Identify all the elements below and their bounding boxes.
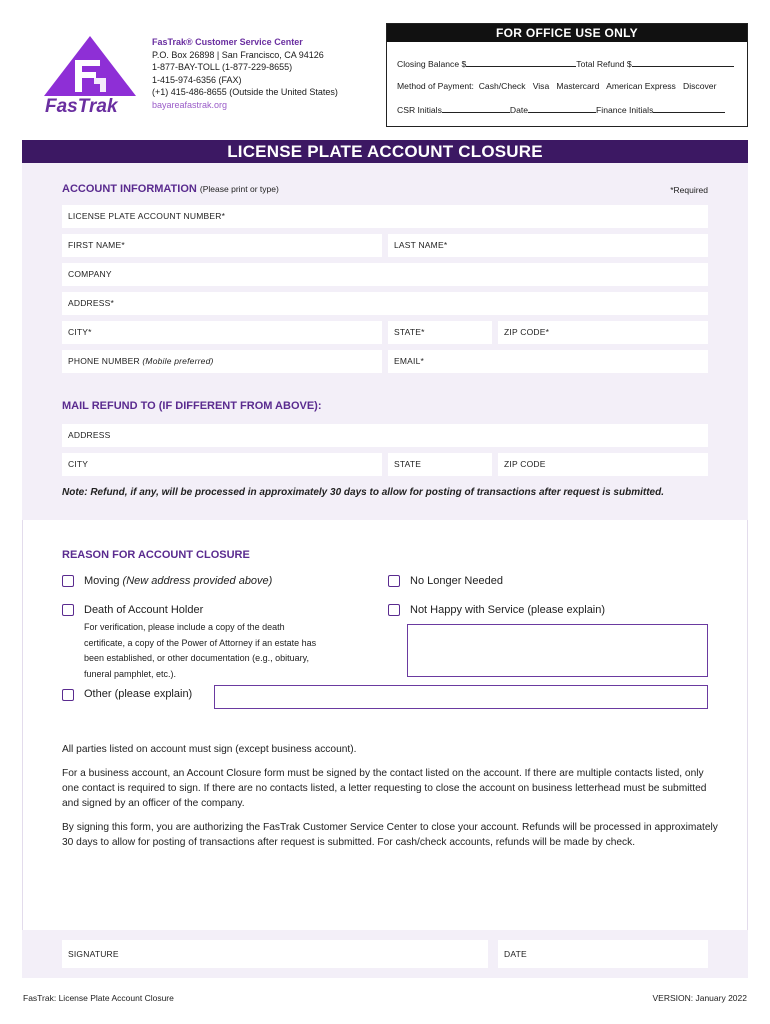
signature-panel <box>22 930 748 978</box>
csr-line[interactable] <box>442 104 510 113</box>
mail-address-field[interactable]: ADDRESS <box>62 424 708 447</box>
total-refund-line[interactable] <box>632 58 734 67</box>
mail-refund-heading: MAIL REFUND TO (IF DIFFERENT FROM ABOVE): <box>62 400 322 412</box>
org-toll: 1-877-BAY-TOLL (1-877-229-8655) <box>152 62 293 73</box>
footer-title: FasTrak: License Plate Account Closure <box>23 993 174 1003</box>
reason-heading: REASON FOR ACCOUNT CLOSURE <box>62 549 250 561</box>
other-checkbox[interactable] <box>62 689 74 701</box>
death-note-line-2: certificate, a copy of the Power of Attorney if an estate has <box>84 637 317 648</box>
death-verification-note <box>84 620 384 682</box>
account-panel <box>22 163 748 520</box>
death-checkbox[interactable] <box>62 604 74 616</box>
phone-label: PHONE NUMBER <box>68 356 140 366</box>
office-date-line[interactable] <box>528 104 596 113</box>
phone-hint: (Mobile preferred) <box>142 356 214 366</box>
not-happy-checkbox[interactable] <box>388 604 400 616</box>
mail-state-field[interactable]: STATE <box>388 453 492 476</box>
moving-label <box>84 575 272 587</box>
city-field[interactable]: CITY* <box>62 321 382 344</box>
company-field[interactable]: COMPANY <box>62 263 708 286</box>
footer-version: VERSION: January 2022 <box>652 993 747 1003</box>
death-label: Death of Account Holder <box>84 604 204 616</box>
first-name-field[interactable]: FIRST NAME* <box>62 234 382 257</box>
last-name-field[interactable]: LAST NAME* <box>388 234 708 257</box>
moving-text: Moving <box>84 575 120 587</box>
death-note-line-3: been established, or other documentation (e.g., obituary, <box>84 653 309 664</box>
closing-balance-line[interactable] <box>466 58 576 67</box>
method-discover: Discover <box>683 81 717 91</box>
phone-field[interactable] <box>62 350 382 373</box>
signature-date-field[interactable]: DATE <box>498 940 708 968</box>
org-address: P.O. Box 26898 | San Francisco, CA 94126 <box>152 49 324 60</box>
org-name: FasTrak® Customer Service Center <box>152 37 303 47</box>
method-label: Method of Payment: <box>397 81 474 91</box>
state-field[interactable]: STATE* <box>388 321 492 344</box>
other-explain-box[interactable] <box>214 685 708 709</box>
not-happy-explain-box[interactable] <box>407 624 708 677</box>
total-refund-label: Total Refund $ <box>576 59 632 69</box>
contact-block <box>152 36 338 112</box>
moving-hint: (New address provided above) <box>122 575 273 587</box>
org-outside: (+1) 415-486-8655 (Outside the United States) <box>152 87 338 98</box>
signing-requirement: All parties listed on account must sign (except business account). <box>62 744 357 755</box>
office-row-balance <box>397 58 737 69</box>
death-note-line-1: For verification, please include a copy of the death <box>84 622 285 632</box>
csr-label: CSR Initials <box>397 105 442 115</box>
signature-field[interactable]: SIGNATURE <box>62 940 488 968</box>
org-fax: 1-415-974-6356 (FAX) <box>152 74 242 85</box>
account-heading <box>62 183 279 195</box>
mail-city-field[interactable]: CITY <box>62 453 382 476</box>
finance-label: Finance Initials <box>596 105 654 115</box>
date-label: Date <box>509 105 529 115</box>
refund-note: Note: Refund, if any, will be processed in approximately 30 days to allow for posting of transactions after request is submitted. <box>62 487 664 498</box>
finance-line[interactable] <box>653 104 725 113</box>
required-note: *Required <box>670 185 708 195</box>
account-heading-text: ACCOUNT INFORMATION <box>62 183 197 195</box>
method-cash: Cash/Check <box>478 81 526 91</box>
zip-field[interactable]: ZIP CODE* <box>498 321 708 344</box>
fastrak-logo <box>42 34 140 116</box>
closing-balance-label: Closing Balance $ <box>397 59 467 69</box>
method-visa: Visa <box>532 81 550 91</box>
form-title: LICENSE PLATE ACCOUNT CLOSURE <box>22 140 748 163</box>
no-longer-needed-checkbox[interactable] <box>388 575 400 587</box>
business-account-note: For a business account, an Account Closure form must be signed by the contact listed on the account. If there are multiple contacts listed, only one contact is required to sign. If there are no contacts listed, a letter requesting to close the account on business letterhead must be submitted and signed by an officer of the company. <box>62 768 707 810</box>
method-amex: American Express <box>606 81 676 91</box>
other-label: Other (please explain) <box>84 688 193 700</box>
office-row-method <box>397 81 737 91</box>
death-note-line-4: funeral pamphlet, etc.). <box>84 668 177 679</box>
plate-number-field[interactable]: LICENSE PLATE ACCOUNT NUMBER* <box>62 205 708 228</box>
email-field[interactable]: EMAIL* <box>388 350 708 373</box>
authorization-note: By signing this form, you are authorizing the FasTrak Customer Service Center to close your account. Refunds will be processed in approximately 30 days to allow for posting of transactions after request is submitted. For cash/check accounts, refunds will be made by check. <box>62 822 718 849</box>
office-use-title: FOR OFFICE USE ONLY <box>387 24 747 42</box>
account-hint: (Please print or type) <box>199 184 279 194</box>
logo-text: FasTrak <box>45 96 118 116</box>
mail-zip-field[interactable]: ZIP CODE <box>498 453 708 476</box>
office-row-initials <box>397 104 737 115</box>
no-longer-needed-label: No Longer Needed <box>410 575 503 587</box>
moving-checkbox[interactable] <box>62 575 74 587</box>
address-field[interactable]: ADDRESS* <box>62 292 708 315</box>
method-mastercard: Mastercard <box>556 81 600 91</box>
not-happy-label: Not Happy with Service (please explain) <box>410 604 606 616</box>
website-link[interactable]: bayareafastrak.org <box>152 99 228 110</box>
office-use-box <box>386 23 748 127</box>
